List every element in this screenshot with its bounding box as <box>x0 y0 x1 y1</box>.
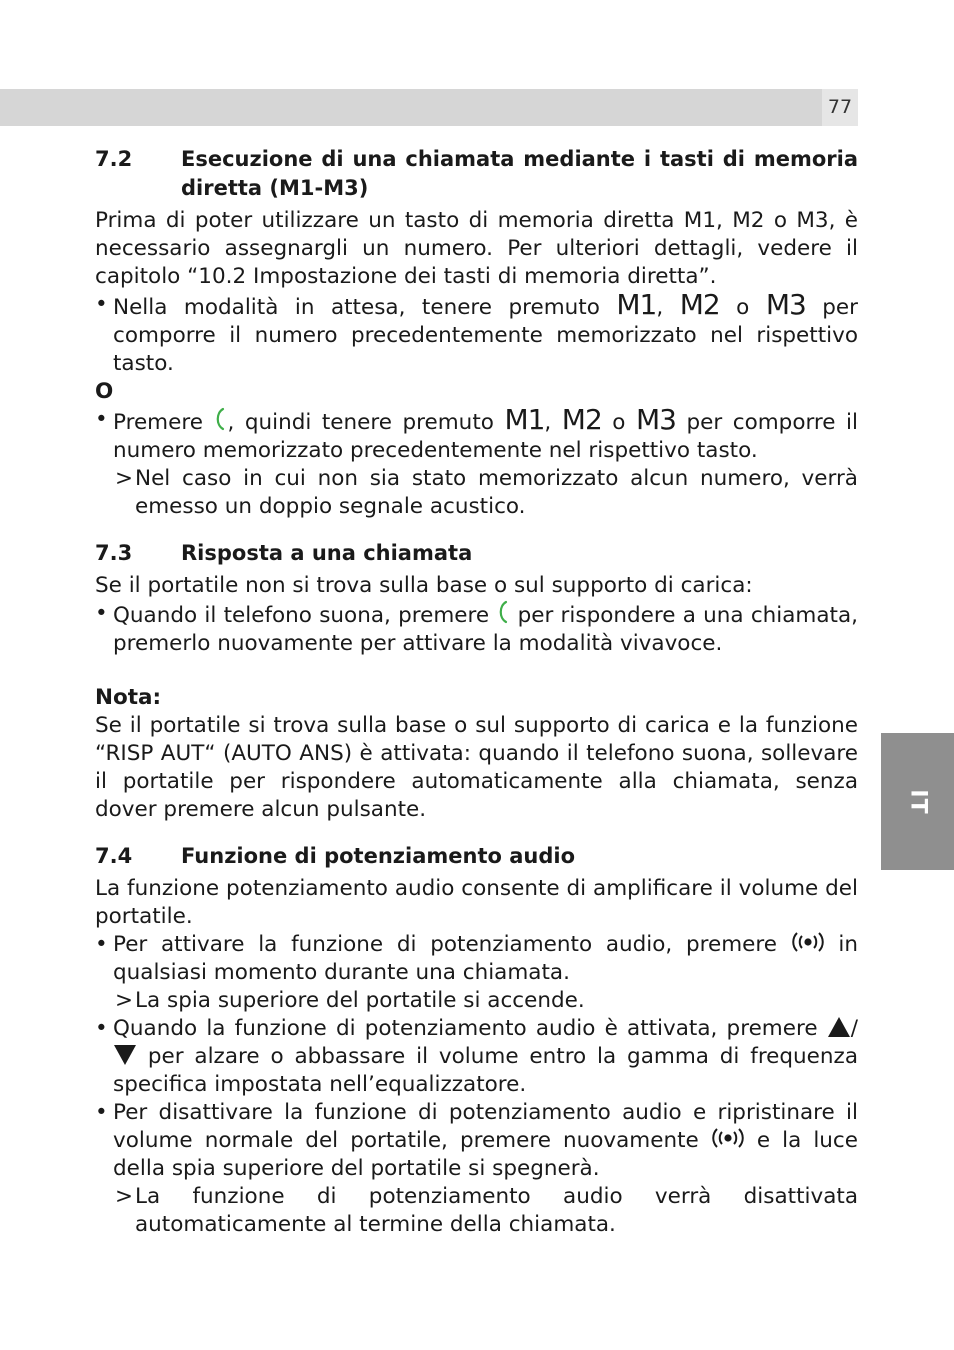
bullet-talk-then-memory-key: • Premere , quindi tenere premuto M1, M2 o M3 per comporre il numero memorizzato precedentemente nel rispettivo tasto. <box>95 403 859 463</box>
result-mark: > <box>115 988 134 1013</box>
section-7-2-intro: Prima di poter utilizzare un tasto di memoria diretta M1, M2 o M3, è necessario assegnargli un numero. Per ulteriori dettagli, vedere il capitolo “10.2 Impostazione dei tasti di memoria diretta”. <box>95 208 858 289</box>
section-7-3-heading <box>95 539 858 568</box>
bullet-mark: • <box>95 407 108 432</box>
volume-up-icon <box>827 1016 851 1038</box>
section-number: 7.4 <box>95 844 133 868</box>
note-label: Nota: <box>95 685 162 710</box>
section-title: Esecuzione di una chiamata mediante i tasti di memoria diretta (M1-M3) <box>181 147 858 200</box>
m2-key: M2 <box>561 403 602 436</box>
header-bar <box>0 89 822 126</box>
bullet-mark: • <box>95 1100 108 1125</box>
bullet-adjust-volume: • Quando la funzione di potenziamento audio è attivata, premere / per alzare o abbassare il volume entro la gamma di frequenza specifica impostata nell’equalizzatore. <box>95 1016 858 1097</box>
section-number: 7.2 <box>95 147 133 171</box>
talk-key-icon <box>213 407 227 431</box>
section-7-4-heading <box>95 842 858 871</box>
result-mark: > <box>115 466 134 491</box>
bullet-hold-memory-key: • Nella modalità in attesa, tenere premuto M1, M2 o M3 per comporre il numero precedentemente memorizzato nel rispettivo tasto. <box>95 288 858 376</box>
talk-key-icon <box>496 600 510 624</box>
section-7-3-intro: Se il portatile non si trova sulla base o sul supporto di carica: <box>95 573 753 598</box>
section-number: 7.3 <box>95 541 133 565</box>
result-light-on: > La spia superiore del portatile si accende. <box>115 988 585 1013</box>
section-7-2-heading <box>95 145 858 203</box>
audio-boost-icon <box>791 931 825 953</box>
note-text: Se il portatile si trova sulla base o sul supporto di carica e la funzione “RISP AUT“ (AUTO ANS) è attivata: quando il telefono suona, sollevare il portatile per rispondere automaticamente alla chiamata, senza dover premere alcun pulsante. <box>95 713 858 822</box>
audio-boost-icon <box>711 1127 745 1149</box>
language-tab <box>881 733 954 870</box>
section-title: Funzione di potenziamento audio <box>181 844 576 868</box>
section-title: Risposta a una chiamata <box>181 541 473 565</box>
bullet-activate-boost: • Per attivare la funzione di potenziamento audio, premere in qualsiasi momento durante una chiamata. <box>95 932 859 985</box>
m3-key: M3 <box>765 288 806 321</box>
m2-key: M2 <box>679 288 720 321</box>
m1-key: M1 <box>504 403 545 436</box>
section-7-4-intro: La funzione potenziamento audio consente di amplificare il volume del portatile. <box>95 876 858 929</box>
result-no-number: > Nel caso in cui non sia stato memorizzato alcun numero, verrà emesso un doppio segnale acustico. <box>115 466 858 519</box>
bullet-answer-call: • Quando il telefono suona, premere per rispondere a una chiamata, premerlo nuovamente per attivare la modalità vivavoce. <box>95 601 858 656</box>
language-label: IT <box>905 788 930 815</box>
bullet-mark: • <box>95 932 108 957</box>
page-content <box>95 145 858 1239</box>
bullet-mark: • <box>95 601 108 626</box>
bullet-mark: • <box>95 292 108 317</box>
bullet-deactivate-boost: • Per disattivare la funzione di potenziamento audio e ripristinare il volume normale del portatile, premere nuovamente e la luce della spia superiore del portatile si spegnerà. <box>95 1100 858 1181</box>
page-number: 77 <box>822 89 858 126</box>
or-separator: O <box>95 379 114 404</box>
m1-key: M1 <box>616 288 657 321</box>
m3-key: M3 <box>636 403 676 436</box>
result-mark: > <box>115 1184 134 1209</box>
result-auto-off: > La funzione di potenziamento audio verrà disattivata automaticamente al termine della chiamata. <box>115 1184 858 1237</box>
volume-down-icon <box>113 1044 137 1066</box>
bullet-mark: • <box>95 1016 108 1041</box>
